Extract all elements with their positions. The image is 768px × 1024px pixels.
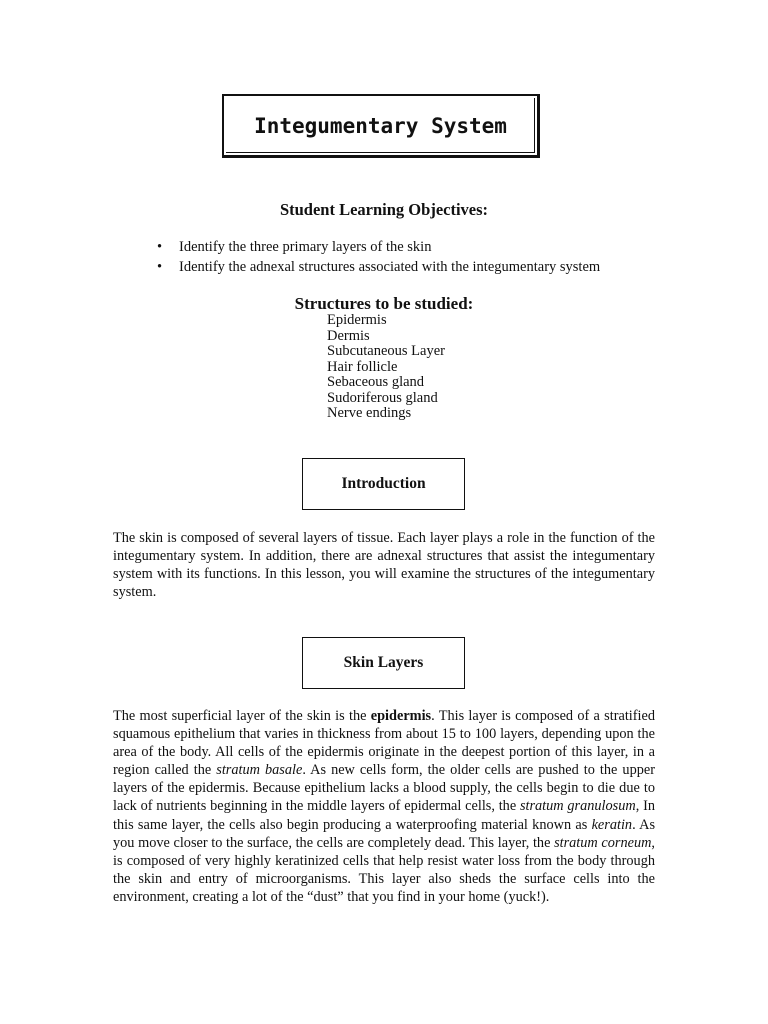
paragraph-text: The most superficial layer of the skin is the [113,708,371,724]
structures-list [327,313,445,422]
objectives-heading: Student Learning Objectives: [279,200,489,219]
structure-item: Subcutaneous Layer [327,343,445,359]
term-epidermis: epidermis [370,708,432,724]
term-stratum-corneum: stratum corneum [554,834,652,851]
structure-item: Sebaceous gland [327,374,425,390]
skin-layers-heading: Skin Layers [343,654,424,671]
introduction-paragraph: The skin is composed of several layers of tissue. Each layer plays a role in the function of the integumentary system. In addition, there are adnexal structures that assist the integumentary system with its functions. In this lesson, you will examine the structures of the integumentary system. [113,530,655,601]
paragraph-text: . As new cells form, the older cells are pushed to the upper layers of the epidermis. Because epithelium lacks a blood supply, the cells begin to die due to lack of nutrients beginning in the middle layers of epidermal cells, the [113,762,655,815]
structure-item: Epidermis [327,312,387,328]
objective-item: • Identify the adnexal structures associated with the integumentary system [157,258,600,278]
objective-item: • Identify the three primary layers of the skin [157,238,600,258]
introduction-heading-box [302,458,465,510]
paragraph-text: . As you move closer to the surface, the cells are completely dead. This layer, the [113,816,656,851]
paragraph-text: . This layer is composed of a stratified squamous epithelium that varies in thickness from about 15 to 100 layers, depending upon the area of the body. All cells of the epidermis originate in the deepest portion of this layer, in a region called the [113,708,655,779]
introduction-heading: Introduction [341,475,426,492]
title-box [222,94,540,158]
document-title: Integumentary System [254,113,507,138]
skin-layers-paragraph [113,707,655,906]
structure-item: Sudoriferous gland [327,389,438,406]
structures-heading: Structures to be studied: [294,294,474,313]
structure-item: Nerve endings [327,405,412,421]
structure-item: Hair follicle [327,358,398,375]
paragraph-text: , In this same layer, the cells also begin producing a waterproofing material known as [113,798,655,833]
skin-layers-heading-box [302,637,465,689]
term-keratin: keratin [591,816,633,833]
structure-item: Dermis [327,327,370,344]
term-stratum-granulosum: stratum granulosum [519,798,636,815]
term-stratum-basale: stratum basale [216,762,303,779]
objectives-list [157,238,600,277]
paragraph-text: , is composed of very highly keratinized cells that help resist water loss from the body through the skin and entry of microorganisms. This layer also sheds the surface cells into the environment, creating a lot of the “dust” that you find in your home (yuck!). [113,834,655,905]
